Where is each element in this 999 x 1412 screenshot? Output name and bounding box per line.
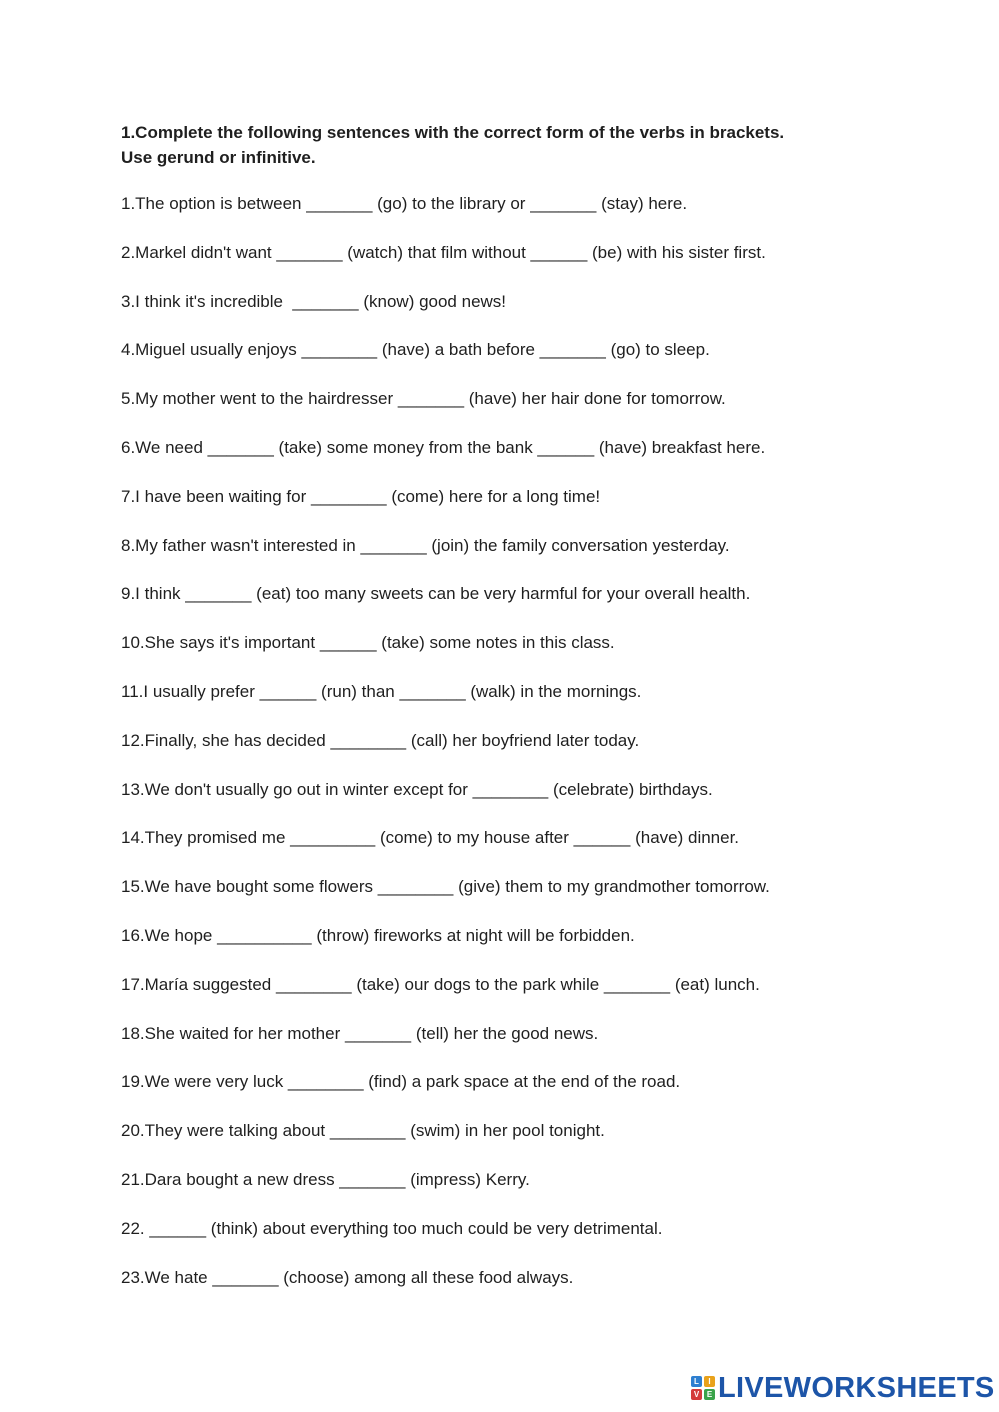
exercise-item: 13.We don't usually go out in winter except for ________ (celebrate) birthdays. — [121, 779, 713, 799]
exercise-item: 12.Finally, she has decided ________ (call) her boyfriend later today. — [121, 730, 640, 750]
exercise-item: 8.My father wasn't interested in _______ (join) the family conversation yesterday. — [121, 535, 730, 555]
exercise-heading — [121, 120, 881, 170]
exercise-item: 5.My mother went to the hairdresser _______ (have) her hair done for tomorrow. — [121, 389, 726, 409]
exercise-item: 16.We hope __________ (throw) fireworks at night will be forbidden. — [121, 925, 635, 945]
exercise-item: 23.We hate _______ (choose) among all these food always. — [121, 1267, 574, 1287]
exercise-item: 20.They were talking about ________ (swim) in her pool tonight. — [121, 1121, 605, 1141]
liveworksheets-logo[interactable] — [691, 1372, 995, 1404]
heading-line-2: Use gerund or infinitive. — [121, 148, 316, 167]
logo-mark-icon — [691, 1376, 715, 1400]
exercise-item: 2.Markel didn't want _______ (watch) that film without ______ (be) with his sister first. — [121, 242, 766, 262]
worksheet — [121, 120, 881, 1315]
exercise-item: 18.She waited for her mother _______ (tell) her the good news. — [121, 1023, 599, 1043]
exercise-list — [121, 193, 881, 1315]
exercise-item: 11.I usually prefer ______ (run) than _______ (walk) in the mornings. — [121, 681, 642, 701]
exercise-item: 17.María suggested ________ (take) our dogs to the park while _______ (eat) lunch. — [121, 974, 760, 994]
logo-tile: E — [704, 1389, 715, 1400]
brand-name: LIVEWORKSHEETS — [718, 1371, 995, 1404]
heading-line-1: 1.Complete the following sentences with the correct form of the verbs in brackets. — [121, 123, 785, 142]
logo-tile: V — [691, 1389, 702, 1400]
exercise-item: 4.Miguel usually enjoys ________ (have) a bath before _______ (go) to sleep. — [121, 340, 710, 360]
exercise-item: 14.They promised me _________ (come) to my house after ______ (have) dinner. — [121, 828, 740, 848]
exercise-item: 6.We need _______ (take) some money from the bank ______ (have) breakfast here. — [121, 437, 766, 457]
exercise-item: 22. ______ (think) about everything too much could be very detrimental. — [121, 1218, 663, 1238]
exercise-item: 9.I think _______ (eat) too many sweets can be very harmful for your overall health. — [121, 584, 751, 604]
exercise-item: 1.The option is between _______ (go) to the library or _______ (stay) here. — [121, 194, 688, 213]
exercise-item: 21.Dara bought a new dress _______ (impress) Kerry. — [121, 1169, 530, 1189]
exercise-item: 15.We have bought some flowers ________ (give) them to my grandmother tomorrow. — [121, 877, 770, 897]
exercise-item: 10.She says it's important ______ (take) some notes in this class. — [121, 633, 615, 653]
exercise-item: 3.I think it's incredible _______ (know) good news! — [121, 291, 507, 311]
exercise-item: 7.I have been waiting for ________ (come) here for a long time! — [121, 486, 601, 506]
logo-tile: L — [691, 1376, 702, 1387]
exercise-item: 19.We were very luck ________ (find) a park space at the end of the road. — [121, 1072, 681, 1092]
logo-tile: I — [704, 1376, 715, 1387]
